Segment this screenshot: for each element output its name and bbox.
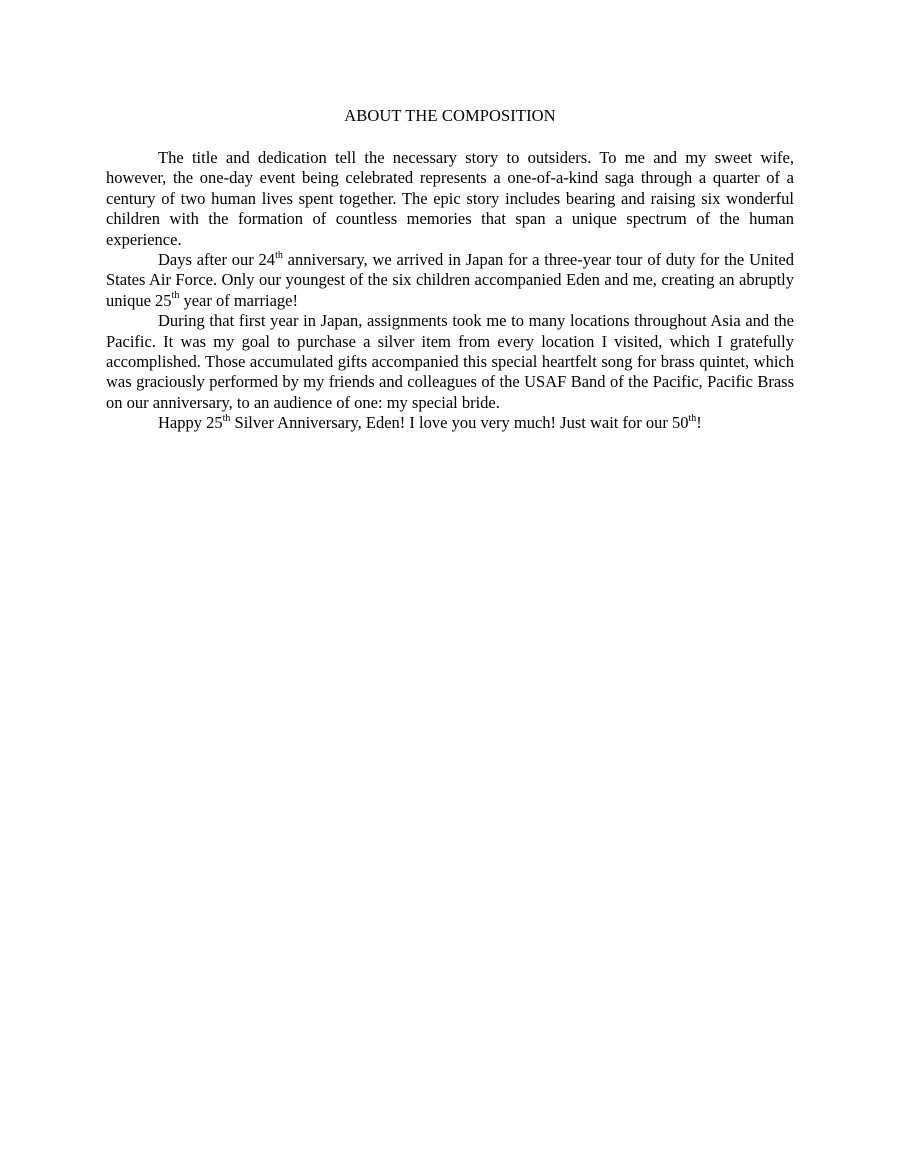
ordinal-suffix: th <box>275 249 283 261</box>
ordinal-suffix: th <box>171 290 180 302</box>
paragraph-4 <box>106 413 794 433</box>
ordinal-suffix: th <box>222 412 231 424</box>
paragraph-text: year of marriage! <box>179 290 298 310</box>
paragraph-text: During that first year in Japan, assignments took me to many locations throughout Asia and the Pacific. It was my goal to purchase a silver item from every location I visited, which I gratefully accomplished. Those accumulated gifts accompanied this special heartfelt song for brass quintet, which was graciously performed by my friends and colleagues of the USAF Band of the Pacific, Pacific Brass on our anniversary, to an audience of one: my special bride. <box>106 311 794 412</box>
document-body <box>106 148 794 434</box>
paragraph-text: The title and dedication tell the necessary story to outsiders. To me and my sweet wife, however, the one-day event being celebrated represents a one-of-a-kind saga through a quarter of a century of two human lives spent together. The epic story includes bearing and raising six wonderful children with the formation of countless memories that span a unique spectrum of the human experience. <box>106 148 794 249</box>
document-title: ABOUT THE COMPOSITION <box>344 106 556 125</box>
paragraph-text: Days after our 24 <box>158 250 276 270</box>
paragraph-text: Silver Anniversary, Eden! I love you very much! Just wait for our 50 <box>230 413 689 433</box>
paragraph-1 <box>106 148 794 250</box>
paragraph-3 <box>106 311 794 413</box>
ordinal-suffix: th <box>688 412 697 424</box>
paragraph-text: Happy 25 <box>158 413 223 433</box>
paragraph-2 <box>106 250 794 311</box>
paragraph-text: anniversary, we arrived in Japan for a three-year tour of duty for the United States Air Force. Only our youngest of the six children accompanied Eden and me, creating an abruptly unique 25 <box>106 250 794 310</box>
paragraph-text: ! <box>696 413 702 433</box>
